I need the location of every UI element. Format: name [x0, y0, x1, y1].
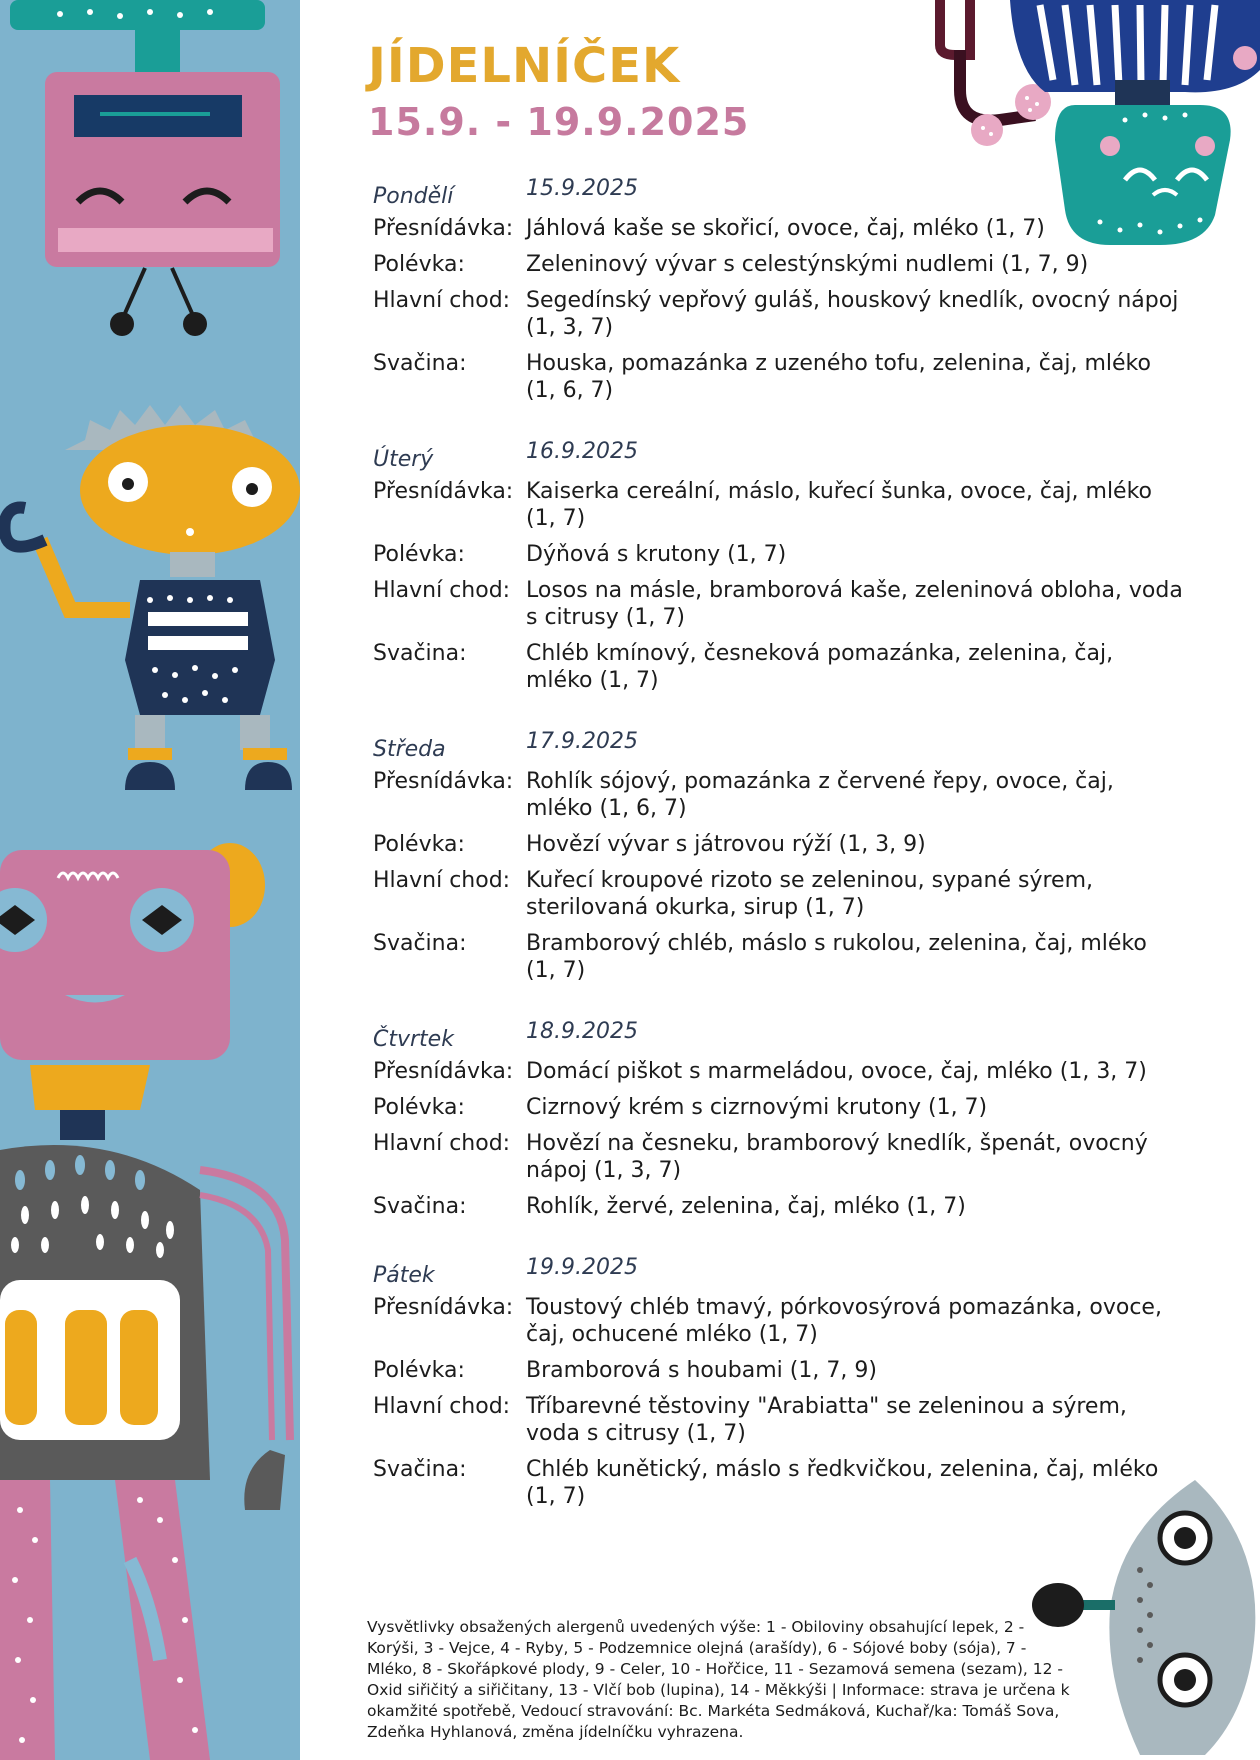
- meal-label: Hlavní chod:: [373, 578, 511, 603]
- meal-label: Přesnídávka:: [373, 769, 514, 794]
- meal-value: Cizrnový krém s cizrnovými krutony (1, 7): [526, 1095, 988, 1120]
- day-date: 16.9.2025: [526, 439, 638, 464]
- meal-label: Polévka:: [373, 1095, 465, 1120]
- day-date: 17.9.2025: [526, 729, 638, 754]
- meal-value: Kaiserka cereální, máslo, kuřecí šunka, ovoce, čaj, mléko (1, 7): [526, 479, 1153, 531]
- meal-label: Přesnídávka:: [373, 1295, 514, 1320]
- robot-yellow-illustration: [5, 405, 301, 790]
- meal-row: [373, 215, 1183, 242]
- day-name: Středa: [373, 737, 446, 762]
- meal-label: Svačina:: [373, 931, 467, 956]
- meal-label: Hlavní chod:: [373, 288, 511, 313]
- meal-value: Chléb kunětický, máslo s ředkvičkou, zelenina, čaj, mléko (1, 7): [526, 1457, 1159, 1509]
- meal-label: Svačina:: [373, 1194, 467, 1219]
- meal-label: Polévka:: [373, 542, 465, 567]
- day-date: 18.9.2025: [526, 1019, 638, 1044]
- day-tuesday: [373, 438, 1183, 694]
- meal-row: [373, 350, 1183, 404]
- meal-row: [373, 1357, 1183, 1384]
- day-heading: [373, 438, 1183, 478]
- page-title: JÍDELNÍČEK: [368, 38, 681, 94]
- meal-row: [373, 1294, 1183, 1348]
- meal-row: [373, 1193, 1183, 1220]
- meal-label: Svačina:: [373, 1457, 467, 1482]
- day-date: 15.9.2025: [526, 176, 638, 201]
- meal-label: Hlavní chod:: [373, 868, 511, 893]
- meal-value: Houska, pomazánka z uzeného tofu, zelenina, čaj, mléko (1, 6, 7): [526, 351, 1151, 403]
- meal-value: Zeleninový vývar s celestýnskými nudlemi (1, 7, 9): [526, 252, 1089, 277]
- meal-label: Hlavní chod:: [373, 1394, 511, 1419]
- day-heading: [373, 175, 1183, 215]
- day-name: Pátek: [373, 1263, 435, 1288]
- robot-sidebar: [0, 0, 300, 1760]
- day-name: Čtvrtek: [373, 1027, 454, 1052]
- meal-label: Svačina:: [373, 351, 467, 376]
- meal-row: [373, 768, 1183, 822]
- day-heading: [373, 1254, 1183, 1294]
- meal-row: [373, 577, 1183, 631]
- day-heading: [373, 728, 1183, 768]
- meal-value: Bramborový chléb, máslo s rukolou, zelenina, čaj, mléko (1, 7): [526, 931, 1147, 983]
- meal-row: [373, 930, 1183, 984]
- meal-label: Přesnídávka:: [373, 216, 514, 241]
- weekly-menu: [373, 175, 1183, 1544]
- meal-label: Polévka:: [373, 1358, 465, 1383]
- meal-row: [373, 831, 1183, 858]
- meal-label: Polévka:: [373, 832, 465, 857]
- meal-value: Dýňová s krutony (1, 7): [526, 542, 787, 567]
- allergen-legend: Vysvětlivky obsažených alergenů uvedených výše: 1 - Obiloviny obsahující lepek, 2 - Korýši, 3 - Vejce, 4 - Ryby, 5 - Podzemnice olejná (arašídy), 6 - Sójové boby (sója), 7 - Mléko, 8 - Skořápkové plody, 9 - Celer, 10 - Hořčice, 11 - Sezamová semena (sezam), 12 - Oxid siřičitý a siřičitany, 13 - Vlčí bob (lupina), 14 - Měkkýši | Informace: strava je určena k okamžité spotřebě, Vedoucí stravování: Bc. Markéta Sedmáková, Kuchař/ka: Tomáš Sova, Zdeňka Hyhlanová, změna jídelníčku vyhrazena.: [367, 1618, 1070, 1741]
- meal-value: Losos na másle, bramborová kaše, zeleninová obloha, voda s citrusy (1, 7): [526, 578, 1183, 630]
- meal-label: Polévka:: [373, 252, 465, 277]
- meal-value: Rohlík sójový, pomazánka z červené řepy, ovoce, čaj, mléko (1, 6, 7): [526, 769, 1114, 821]
- robot-top-illustration: [10, 0, 280, 336]
- meal-row: [373, 1058, 1183, 1085]
- meal-value: Bramborová s houbami (1, 7, 9): [526, 1358, 877, 1383]
- meal-label: Hlavní chod:: [373, 1131, 511, 1156]
- meal-row: [373, 251, 1183, 278]
- meal-label: Svačina:: [373, 641, 467, 666]
- meal-value: Domácí piškot s marmeládou, ovoce, čaj, mléko (1, 3, 7): [526, 1059, 1147, 1084]
- date-range: 15.9. - 19.9.2025: [368, 100, 750, 144]
- meal-row: [373, 867, 1183, 921]
- meal-row: [373, 1393, 1183, 1447]
- meal-value: Toustový chléb tmavý, pórkovosýrová pomazánka, ovoce, čaj, ochucené mléko (1, 7): [526, 1295, 1162, 1347]
- meal-value: Jáhlová kaše se skořicí, ovoce, čaj, mléko (1, 7): [526, 216, 1045, 241]
- day-name: Pondělí: [373, 184, 454, 209]
- meal-label: Přesnídávka:: [373, 1059, 514, 1084]
- meal-row: [373, 541, 1183, 568]
- day-thursday: [373, 1018, 1183, 1220]
- meal-label: Přesnídávka:: [373, 479, 514, 504]
- meal-value: Chléb kmínový, česneková pomazánka, zelenina, čaj, mléko (1, 7): [526, 641, 1114, 693]
- meal-row: [373, 1130, 1183, 1184]
- meal-value: Hovězí na česneku, bramborový knedlík, špenát, ovocný nápoj (1, 3, 7): [526, 1131, 1148, 1183]
- meal-row: [373, 1456, 1183, 1510]
- meal-value: Segedínský vepřový guláš, houskový knedlík, ovocný nápoj (1, 3, 7): [526, 288, 1179, 340]
- day-friday: [373, 1254, 1183, 1510]
- meal-value: Kuřecí kroupové rizoto se zeleninou, sypané sýrem, sterilovaná okurka, sirup (1, 7): [526, 868, 1094, 920]
- robot-illustrations: [0, 0, 300, 1760]
- meal-row: [373, 640, 1183, 694]
- day-wednesday: [373, 728, 1183, 984]
- meal-row: [373, 478, 1183, 532]
- meal-row: [373, 287, 1183, 341]
- meal-row: [373, 1094, 1183, 1121]
- day-heading: [373, 1018, 1183, 1058]
- meal-value: Rohlík, žervé, zelenina, čaj, mléko (1, 7): [526, 1194, 966, 1219]
- day-name: Úterý: [373, 447, 434, 472]
- meal-value: Tříbarevné těstoviny "Arabiatta" se zeleninou a sýrem, voda s citrusy (1, 7): [526, 1394, 1127, 1446]
- robot-pink-illustration: [0, 843, 290, 1760]
- meal-value: Hovězí vývar s játrovou rýží (1, 3, 9): [526, 832, 926, 857]
- day-monday: [373, 175, 1183, 404]
- day-date: 19.9.2025: [526, 1255, 638, 1280]
